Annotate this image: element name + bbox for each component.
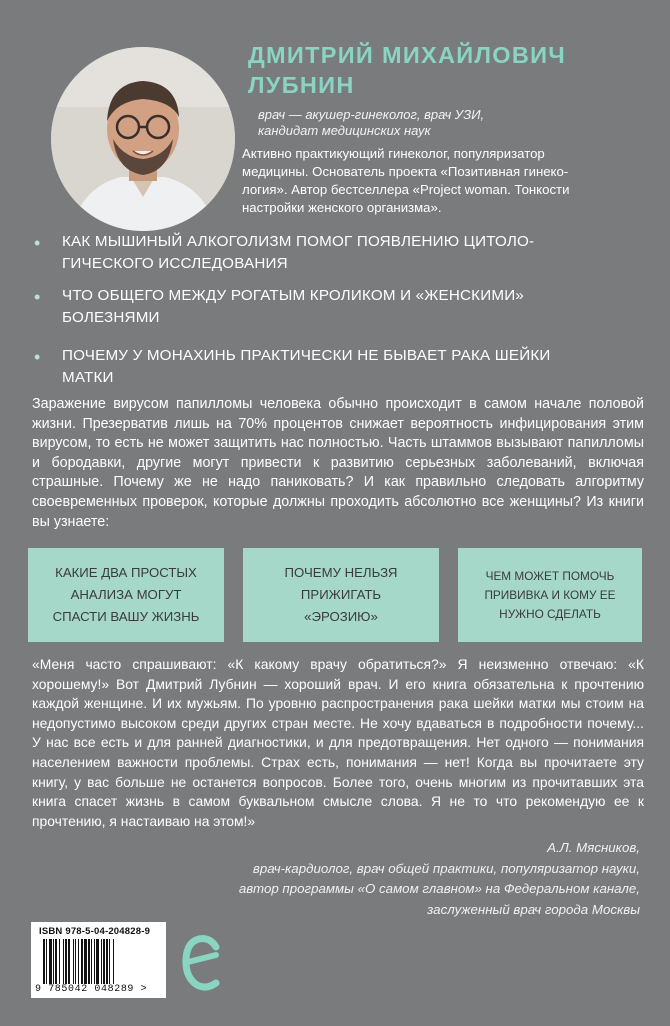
bullet-item: [32, 231, 652, 285]
author-photo: [51, 47, 235, 231]
feature-box-line: ПРИВИВКА И КОМУ ЕЕ: [484, 587, 616, 602]
review-quote: «Меня часто спрашивают: «К какому врачу обратиться?» Я неизменно отвечаю: «К хорошему!» Вот Дмитрий Лубнин — хороший врач. И его книга обязательна к прочтению каждой женщине. И их мужьям. По уровню распространения рака шейки матки мы стоим на недопустимо высоком среди других стран месте. Не хочу вдаваться в подробности почему... У нас все есть и для ранней диагностики, и для предотвращения. Нет одного — понимания населением важности проблемы. Страх есть, понимания — нет! Когда вы прочитаете эту книгу, у вас больше не останется вопросов. Более того, очень многим из прочитавших эта книга спасет жизнь в самом буквальном смысле слова. Я не то что рекомендую ее к прочтению, я настаиваю на этом!»: [32, 656, 644, 829]
bullet-item: [32, 345, 652, 395]
attribution-name: А.Л. Мясников,: [547, 840, 640, 855]
intro-paragraph: Заражение вирусом папилломы человека обычно происходит в самом начале половой жизни. Презерватив лишь на 70% процентов снижает вероятность инфицирования этим вирусом, то есть не может защитить нас полностью. Часть штаммов вызывают папилломы и бородавки, другие могут привести к развитию серьезных заболеваний, включая страшные. Почему же не надо паниковать? И как правильно следовать алгоритму своевременных проверок, которые должны проходить абсолютно все женщины? Из книги вы узнаете:: [32, 396, 644, 530]
barcode-icon: [31, 922, 166, 998]
feature-box-line: ЧЕМ МОЖЕТ ПОМОЧЬ: [485, 568, 615, 583]
barcode-digits: 9 785042 048289 >: [35, 984, 148, 995]
bullet-text-line: ЧТО ОБЩЕГО МЕЖДУ РОГАТЫМ КРОЛИКОМ И «ЖЕНСКИМИ»: [62, 287, 524, 304]
author-title: [258, 107, 648, 139]
attribution-line: врач-кардиолог, врач общей практики, популяризатор науки,: [252, 860, 640, 876]
bullet-list: [32, 231, 652, 395]
feature-box-line: СПАСТИ ВАШУ ЖИЗНЬ: [52, 609, 200, 624]
author-name: [248, 40, 658, 100]
bullet-text-line: ГИЧЕСКОГО ИССЛЕДОВАНИЯ: [62, 255, 288, 272]
author-bio-line4: настройки женского организма».: [242, 200, 442, 215]
feature-box: [458, 548, 642, 642]
author-bio: [242, 145, 662, 217]
bullet-text-line: КАК МЫШИНЫЙ АЛКОГОЛИЗМ ПОМОГ ПОЯВЛЕНИЮ ЦИТОЛО-: [62, 233, 535, 250]
feature-box: [243, 548, 439, 642]
bullet-text-line: МАТКИ: [62, 369, 114, 386]
author-name-line1: ДМИТРИЙ МИХАЙЛОВИЧ: [248, 42, 567, 68]
bullet-dot-icon: •: [34, 233, 41, 253]
isbn-label: ISBN 978-5-04-204828-9: [39, 926, 151, 937]
bullet-text-line: ПОЧЕМУ У МОНАХИНЬ ПРАКТИЧЕСКИ НЕ БЫВАЕТ РАКА ШЕЙКИ: [62, 347, 551, 364]
author-bio-line2: медицины. Основатель проекта «Позитивная гинеко-: [242, 164, 569, 179]
feature-box-line: АНАЛИЗА МОГУТ: [70, 587, 182, 602]
bullet-item: [32, 285, 652, 345]
eksmo-logo-icon: [182, 933, 224, 991]
attribution-line: автор программы «О самом главном» на Федеральном канале,: [238, 881, 640, 897]
feature-box-line: КАКИЕ ДВА ПРОСТЫХ: [55, 565, 197, 580]
author-bio-line3: логия». Автор бестселлера «Project woman. Тонкости: [242, 182, 570, 197]
feature-box-line: ПРИЖИГАТЬ: [300, 587, 382, 602]
bullet-dot-icon: •: [34, 347, 41, 367]
feature-box-line: ПОЧЕМУ НЕЛЬЗЯ: [284, 565, 398, 580]
bullet-text-line: БОЛЕЗНЯМИ: [62, 309, 160, 326]
feature-boxes: [28, 548, 640, 642]
feature-box: [28, 548, 224, 642]
author-name-line2: ЛУБНИН: [248, 72, 355, 98]
feature-box-line: «ЭРОЗИЮ»: [304, 609, 378, 624]
quote-attribution: [120, 838, 640, 920]
author-title-line1: врач — акушер-гинеколог, врач УЗИ,: [258, 107, 485, 122]
attribution-line: заслуженный врач города Москвы: [427, 901, 640, 917]
bullet-dot-icon: •: [34, 287, 41, 307]
barcode-bars: [43, 939, 155, 984]
feature-box-line: НУЖНО СДЕЛАТЬ: [499, 606, 601, 621]
author-bio-line1: Активно практикующий гинеколог, популяризатор: [242, 146, 545, 161]
author-title-line2: кандидат медицинских наук: [258, 123, 431, 138]
